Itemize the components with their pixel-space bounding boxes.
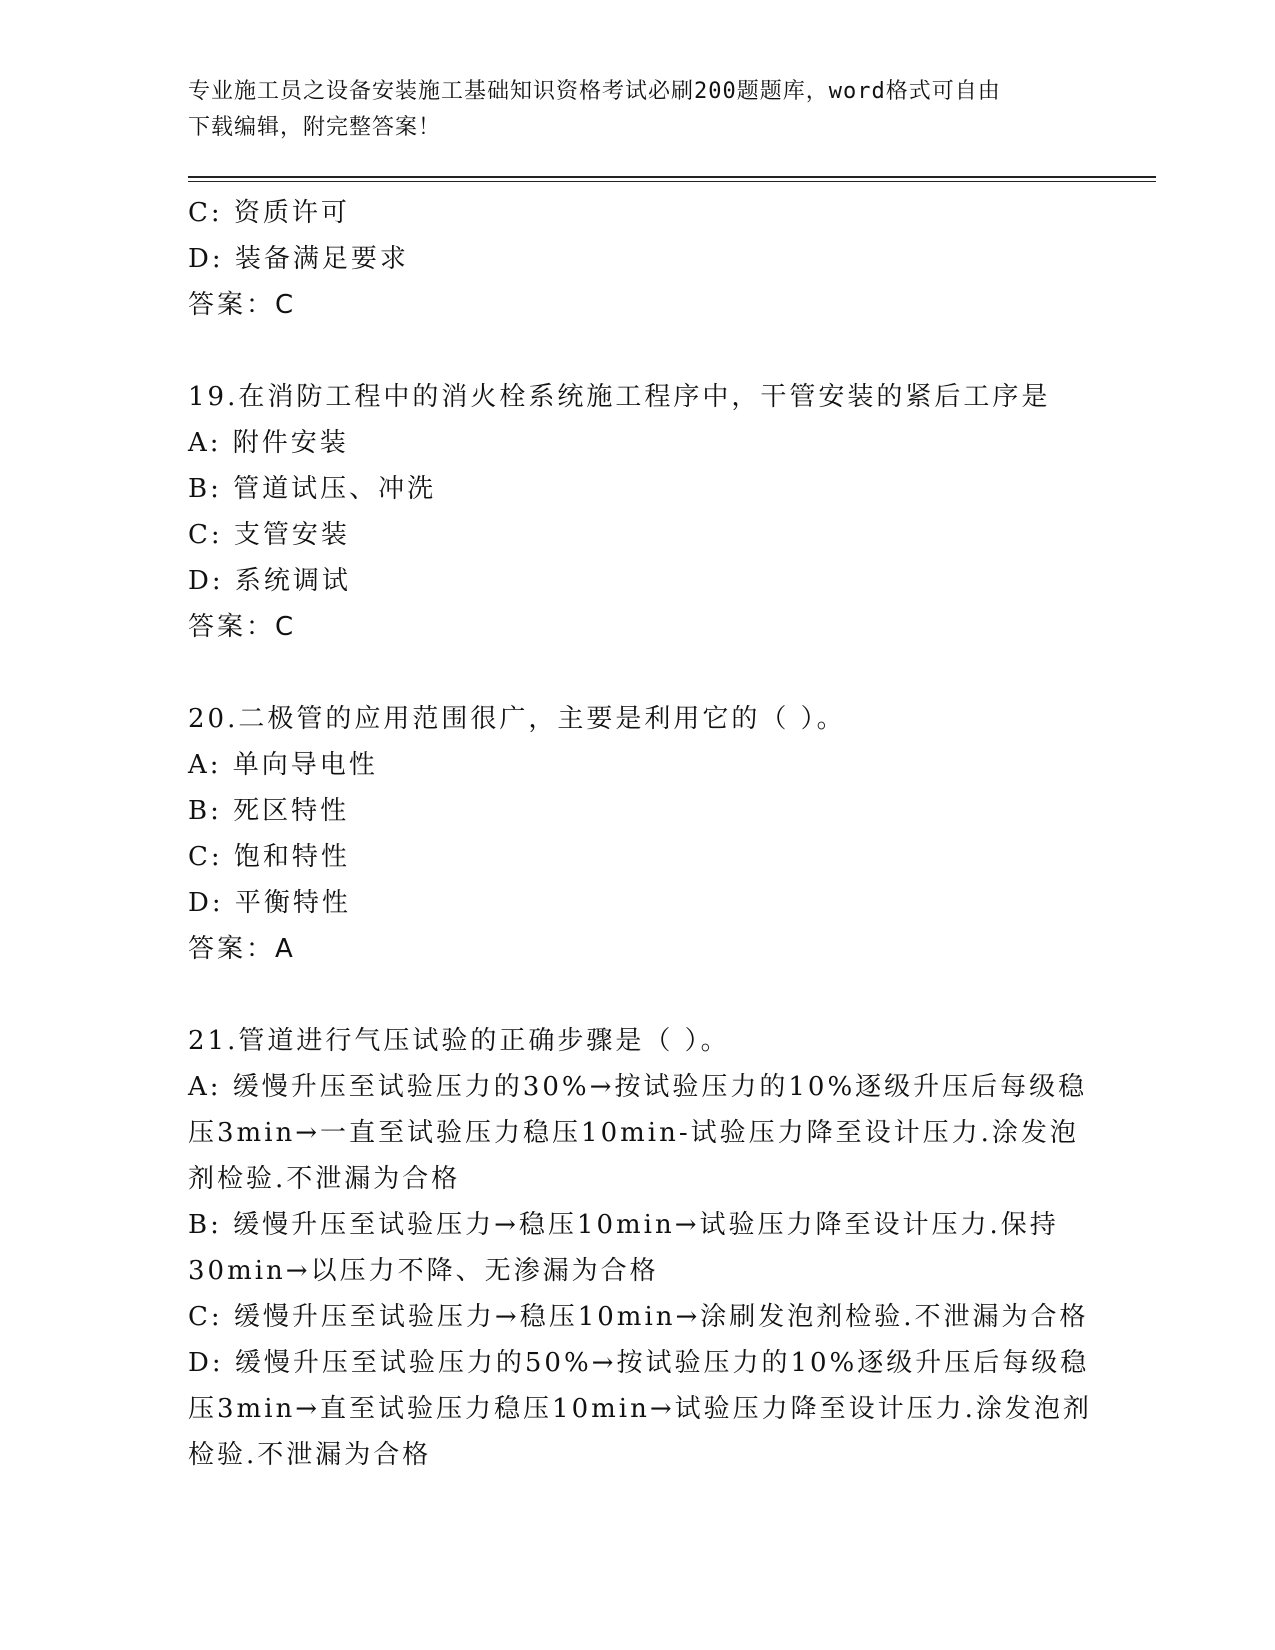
answer-line: 答案：C — [188, 290, 297, 320]
option-c: C: 支管安装 — [188, 520, 350, 550]
option-c-line-1: C: 缓慢升压至试验压力→稳压10min→涂刷发泡剂检验.不泄漏为合格 — [188, 1302, 1089, 1332]
option-b: B: 死区特性 — [188, 796, 350, 826]
option-d: D: 系统调试 — [188, 566, 351, 596]
option-a: A: 单向导电性 — [188, 750, 378, 780]
question-19 — [188, 374, 1088, 650]
answer-line: 答案：C — [188, 612, 297, 642]
header-divider-thick — [188, 176, 1156, 178]
option-a-line-3: 剂检验.不泄漏为合格 — [188, 1164, 461, 1194]
option-a-line-1: A: 缓慢升压至试验压力的30%→按试验压力的10%逐级升压后每级稳 — [188, 1072, 1088, 1102]
option-d-line-1: D: 缓慢升压至试验压力的50%→按试验压力的10%逐级升压后每级稳 — [188, 1348, 1090, 1378]
option-c: C: 资质许可 — [188, 198, 350, 228]
spacer — [188, 650, 1088, 696]
document-header — [188, 74, 1068, 146]
spacer — [188, 328, 1088, 374]
option-d: D: 平衡特性 — [188, 888, 351, 918]
spacer — [188, 972, 1088, 1018]
question-21 — [188, 1018, 1092, 1478]
option-a-line-2: 压3min→一直至试验压力稳压10min-试验压力降至设计压力.涂发泡 — [188, 1118, 1079, 1148]
header-line-2: 下载编辑，附完整答案！ — [188, 115, 442, 140]
question-18-tail — [188, 190, 1088, 328]
option-d-line-3: 检验.不泄漏为合格 — [188, 1440, 432, 1470]
option-d-line-2: 压3min→直至试验压力稳压10min→试验压力降至设计压力.涂发泡剂 — [188, 1394, 1092, 1424]
option-a: A: 附件安装 — [188, 428, 349, 458]
option-b-line-2: 30min→以压力不降、无渗漏为合格 — [188, 1256, 659, 1286]
option-c: C: 饱和特性 — [188, 842, 350, 872]
answer-line: 答案：A — [188, 934, 296, 964]
option-b: B: 管道试压、冲洗 — [188, 474, 437, 504]
option-d: D: 装备满足要求 — [188, 244, 409, 274]
header-line-1: 专业施工员之设备安装施工基础知识资格考试必刷200题题库，word格式可自由 — [188, 79, 1001, 104]
question-20 — [188, 696, 1088, 972]
document-body — [188, 190, 1092, 1478]
question-stem: 19.在消防工程中的消火栓系统施工程序中，干管安装的紧后工序是 — [188, 382, 1051, 412]
question-stem: 21.管道进行气压试验的正确步骤是（ ）。 — [188, 1026, 730, 1056]
header-divider-thin — [188, 181, 1156, 182]
option-b-line-1: B: 缓慢升压至试验压力→稳压10min→试验压力降至设计压力.保持 — [188, 1210, 1059, 1240]
question-stem: 20.二极管的应用范围很广，主要是利用它的（ ）。 — [188, 704, 846, 734]
